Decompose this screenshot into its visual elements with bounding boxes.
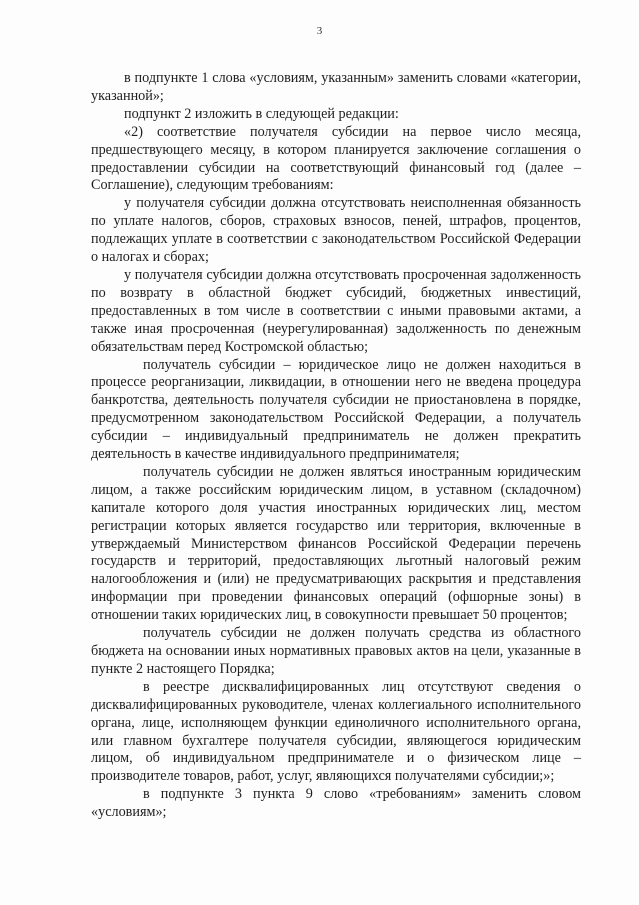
paragraph-requirements-intro: «2) соответствие получателя субсидии на первое число месяца, предшествующего месяцу, в котором планируется заключение соглашения о предоставлении субсидии на соответствующий финансовый год (далее – Соглашение), следующим требованиям: [91,123,581,194]
paragraph-amend-subparagraph-3: в подпункте 3 пункта 9 слово «требованиям» заменить словом «условиям»; [91,786,581,821]
document-body [91,70,581,822]
paragraph-overdue-debt: у получателя субсидии должна отсутствовать просроченная задолженность по возврату в областной бюджет субсидий, бюджетных инвестиций, предоставленных в том числе в соответствии с иными правовыми актами, а также иная просроченная (неурегулированная) задолженность по денежным обязательствам перед Костромской областью; [91,266,581,355]
page-number: 3 [316,25,323,37]
paragraph-amend-subparagraph-1: в подпункте 1 слова «условиям, указанным» заменить словами «категории, указанной»; [91,70,581,104]
paragraph-disqualified-registry: в реестре дисквалифицированных лиц отсутствуют сведения о дисквалифицированных руководителе, членах коллегиального исполнительного органа, лице, исполняющем функции единоличного исполнительного органа, или главном бухгалтере получателя субсидии, являющегося юридическим лицом, об индивидуальном предпринимателе и о физическом лице – производителе товаров, работ, услуг, являющихся получателями субсидии;»; [91,678,581,785]
paragraph-reorganization: получатель субсидии – юридическое лицо не должен находиться в процессе реорганизации, ликвидации, в отношении него не введена процедура банкротства, деятельность получателя субсидии не приостановлена в порядке, предусмотренном законодательством Российской Федерации, а получатель субсидии – индивидуальный предприниматель не должен прекратить деятельность в качестве индивидуального предпринимателя; [91,356,581,463]
paragraph-tax-arrears: у получателя субсидии должна отсутствовать неисполненная обязанность по уплате налогов, сборов, страховых взносов, пеней, штрафов, процентов, подлежащих уплате в соответствии с законодательством Российской Федерации о налогах и сборах; [91,195,581,266]
paragraph-other-funding: получатель субсидии не должен получать средства из областного бюджета на основании иных нормативных правовых актов на цели, указанные в пункте 2 настоящего Порядка; [91,625,581,677]
paragraph-foreign-entity: получатель субсидии не должен являться иностранным юридическим лицом, а также российским юридическим лицом, в уставном (складочном) капитале которого доля участия иностранных юридических лиц, местом регистрации которых является государство или территория, включенные в утверждаемый Министерством финансов Российской Федерации перечень государств и территорий, предоставляющих льготный налоговый режим налогообложения и (или) не предусматривающих раскрытия и представления информации при проведении финансовых операций (офшорные зоны) в отношении таких юридических лиц, в совокупности превышает 50 процентов; [91,463,581,624]
paragraph-new-edition-intro: подпункт 2 изложить в следующей редакции: [124,105,399,122]
